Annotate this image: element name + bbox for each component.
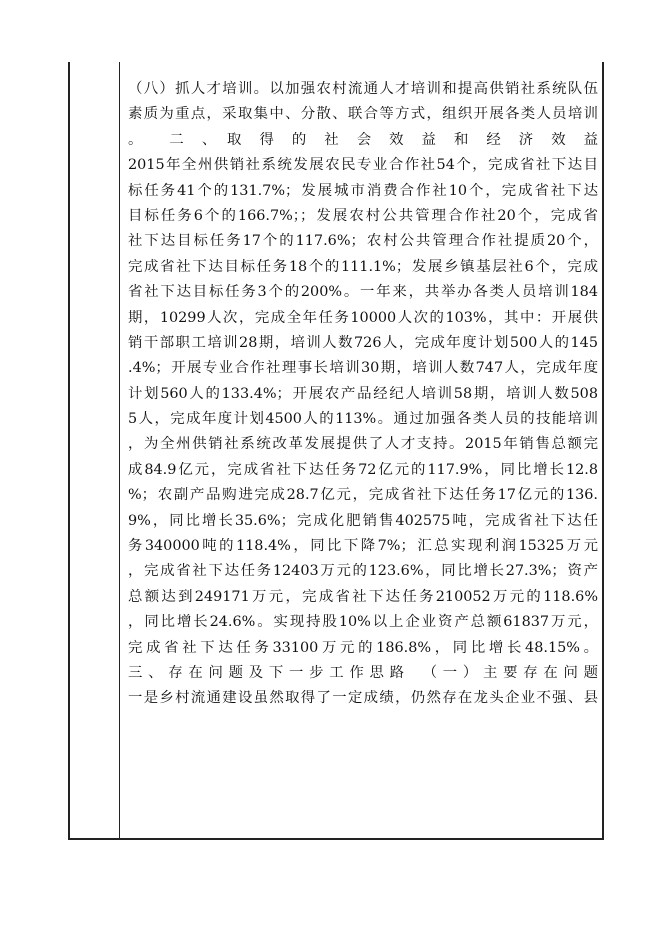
text-line: 务340000吨的118.4%，同比下降7%；汇总实现利润15325万元: [128, 538, 598, 555]
text-line: .4%；开展专业合作社理事长培训30期，培训人数747人，完成年度: [128, 360, 598, 377]
text-line: 5人，完成年度计划4500人的113%。通过加强各类人员的技能培训: [128, 411, 598, 428]
column-divider: [119, 62, 120, 838]
text-line: 期，10299人次，完成全年任务10000人次的103%，其中：开展供: [128, 309, 598, 326]
text-line: 计划560人的133.4%；开展农产品经纪人培训58期，培训人数508: [128, 385, 598, 402]
text-line: 2015年全州供销社系统发展农民专业合作社54个，完成省社下达目: [128, 157, 598, 174]
text-line: 总额达到249171万元，完成省社下达任务210052万元的118.6%: [128, 588, 598, 605]
text-line: 目标任务6个的166.7%；；发展农村公共管理合作社20个，完成省: [128, 207, 598, 224]
section-heading-line: 。 二 、 取 得 的 社 会 效 益 和 经 济 效 益: [128, 131, 598, 148]
text-line: （八）抓人才培训。以加强农村流通人才培训和提高供销社系统队伍: [128, 81, 598, 97]
text-line: 素质为重点，采取集中、分散、联合等方式，组织开展各类人员培训: [128, 106, 598, 123]
text-line: ，同比增长24.6%。实现持股10%以上企业资产总额61837万元，: [128, 614, 598, 631]
text-line: 成84.9亿元，完成省社下达任务72亿元的117.9%，同比增长12.8: [128, 461, 598, 478]
text-line: ，完成省社下达任务12403万元的123.6%，同比增长27.3%；资产: [128, 563, 598, 580]
text-line: ，为全州供销社系统改革发展提供了人才支持。2015年销售总额完: [128, 436, 598, 453]
section-heading-line: 三、存在问题及下一步工作思路 （一）主要存在问题: [128, 664, 598, 681]
text-line: 省社下达目标任务3个的200%。一年来，共举办各类人员培训184: [128, 284, 598, 301]
text-line: 社下达目标任务17个的117.6%；农村公共管理合作社提质20个，: [128, 233, 598, 250]
text-line: 标任务41个的131.7%；发展城市消费合作社10个，完成省社下达: [128, 182, 598, 199]
text-line: 销干部职工培训28期，培训人数726人，完成年度计划500人的145: [128, 334, 598, 351]
text-line: 一是乡村流通建设虽然取得了一定成绩，仍然存在龙头企业不强、县: [128, 690, 598, 707]
text-line: 9%，同比增长35.6%；完成化肥销售402575吨，完成省社下达任: [128, 512, 598, 529]
content-cell: [128, 77, 598, 712]
text-line: %；农副产品购进完成28.7亿元，完成省社下达任务17亿元的136.: [128, 487, 598, 504]
text-line: 完成省社下达任务33100万元的186.8%，同比增长48.15%。: [128, 639, 598, 656]
text-line: 完成省社下达目标任务18个的111.1%；发展乡镇基层社6个，完成: [128, 258, 598, 275]
